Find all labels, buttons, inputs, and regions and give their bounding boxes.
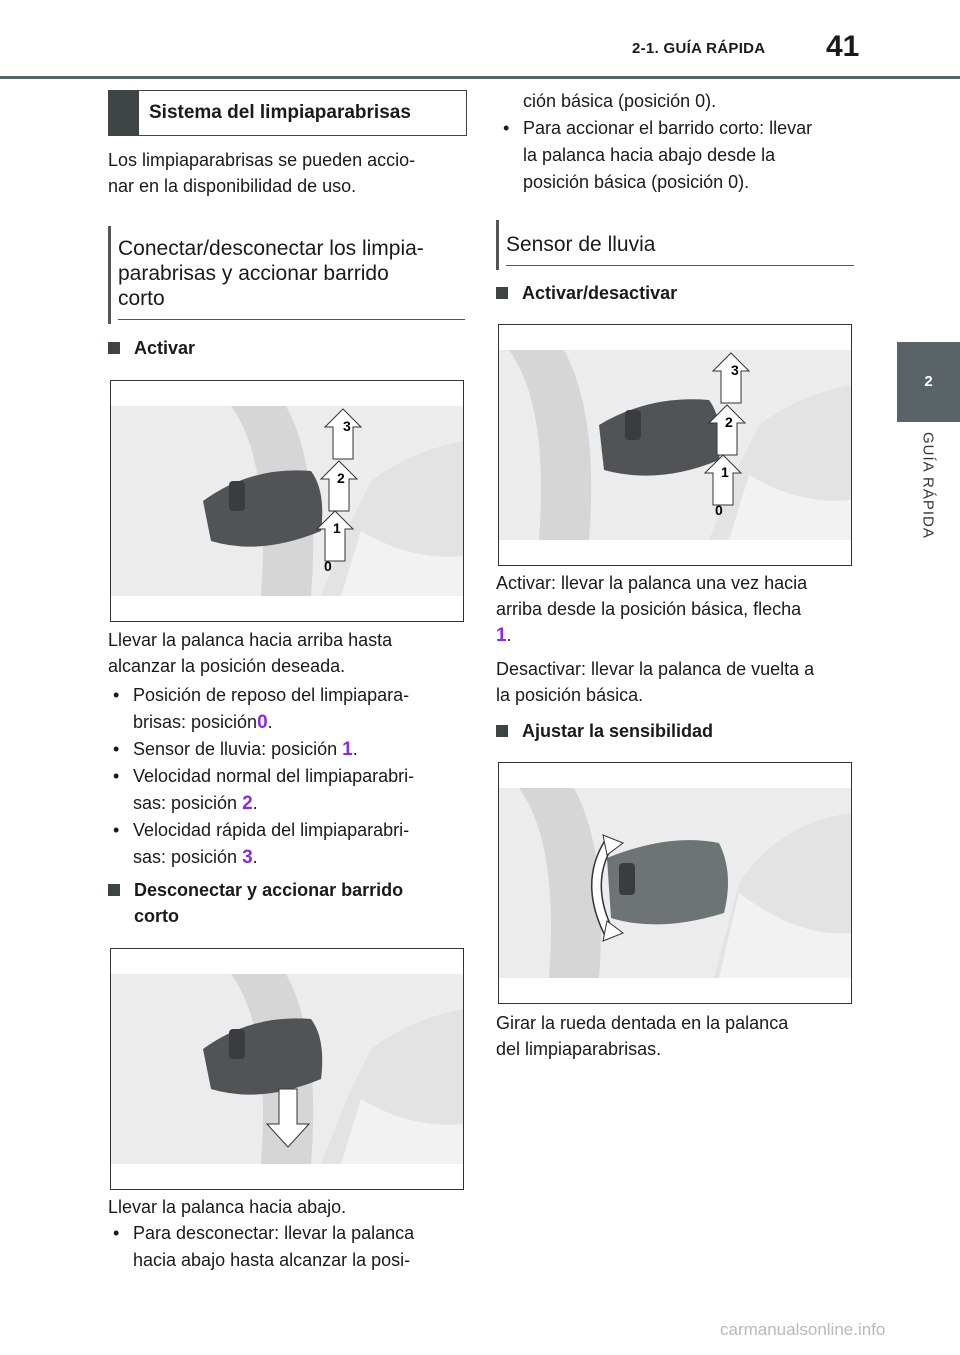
- act-line: Activar: llevar la palanca una vez hacia: [496, 573, 808, 593]
- bullet-line: Velocidad rápida del limpiaparabri-: [133, 820, 410, 840]
- act-heading: [522, 280, 677, 306]
- chapter-tab-label: GUÍA RÁPIDA: [919, 432, 937, 539]
- punctuation: .: [267, 712, 273, 732]
- act-line: arriba desde la posición básica, flecha: [496, 599, 802, 619]
- figure-desconectar: [110, 948, 464, 1190]
- activar-line: Llevar la palanca hacia arriba hasta: [108, 630, 393, 650]
- intro-line: Los limpiaparabrisas se pueden accio-: [108, 150, 416, 170]
- position-label-3: 3: [731, 362, 739, 378]
- intro-paragraph: [108, 147, 468, 199]
- rain-sensor-lever-illustration: [499, 325, 851, 565]
- bullet-item: [503, 115, 858, 196]
- bullet-item: [113, 817, 468, 871]
- bullet-dot: •: [503, 118, 510, 138]
- subsection-heading-right: Sensor de lluvia: [506, 232, 854, 266]
- sens-heading-text: Ajustar la sensibilidad: [522, 721, 714, 741]
- act-paragraph: [496, 570, 856, 649]
- position-label-1: 1: [721, 464, 729, 480]
- punctuation: .: [252, 847, 258, 867]
- wiper-lever-down-illustration: [111, 949, 463, 1189]
- deact-line: la posición básica.: [496, 685, 644, 705]
- bullet-item: [113, 736, 468, 763]
- section-title-bar: [109, 91, 139, 135]
- subsection-line: parabrisas y accionar barrido: [118, 262, 389, 285]
- bullet-line: posición básica (posición 0).: [523, 172, 750, 192]
- bullet-item: [113, 763, 468, 817]
- wiper-lever-up-illustration: [111, 381, 463, 621]
- bullet-line: sas: posición: [133, 847, 243, 867]
- chapter-tab[interactable]: 2: [897, 342, 960, 422]
- position-number: 0: [257, 712, 268, 733]
- figure-sensitivity: [498, 762, 852, 1004]
- figure-sensor-activar: [498, 324, 852, 566]
- desconectar-paragraph: Llevar la palanca hacia abajo.: [108, 1197, 347, 1217]
- activar-heading: [134, 335, 195, 361]
- position-number: 2: [242, 793, 253, 814]
- position-label-0: 0: [715, 502, 723, 518]
- bullet-line: hacia abajo hasta alcanzar la posi-: [133, 1250, 411, 1270]
- bullet-line: Posición de reposo del limpiapara-: [133, 685, 410, 705]
- bullet-dot: •: [113, 766, 120, 786]
- activar-paragraph: [108, 627, 468, 679]
- page-number: 41: [826, 30, 860, 63]
- position-number: 3: [242, 847, 253, 868]
- activar-line: alcanzar la posición deseada.: [108, 656, 346, 676]
- bullet-line: sas: posición: [133, 793, 243, 813]
- bullet-item: [113, 1220, 468, 1274]
- punctuation: .: [252, 793, 258, 813]
- deact-line: Desactivar: llevar la palanca de vuelta a: [496, 659, 815, 679]
- subsection-bar: [496, 220, 499, 270]
- section-title-box: [108, 90, 467, 136]
- bullet-line: Para accionar el barrido corto: llevar: [523, 118, 813, 138]
- bullet-line: la palanca hacia abajo desde la: [523, 145, 776, 165]
- subsection-bar: [108, 226, 111, 324]
- header-divider: [0, 76, 960, 79]
- bullet-dot: •: [113, 685, 120, 705]
- section-title: Sistema del limpiaparabrisas: [149, 102, 411, 123]
- position-label-2: 2: [337, 470, 345, 486]
- position-label-3: 3: [343, 418, 351, 434]
- bullet-line: Velocidad normal del limpiaparabri-: [133, 766, 415, 786]
- continued-text: ción básica (posición 0).: [523, 91, 717, 111]
- bullet-line: brisas: posición: [133, 712, 258, 732]
- square-bullet-icon: [496, 287, 508, 299]
- bullet-item: [113, 682, 468, 736]
- position-label-2: 2: [725, 414, 733, 430]
- sens-line: del limpiaparabrisas.: [496, 1039, 662, 1059]
- bullet-line: Sensor de lluvia: posición: [133, 739, 343, 759]
- bullet-dot: •: [113, 1223, 120, 1243]
- subsection-line: corto: [118, 287, 165, 310]
- sens-paragraph: [496, 1010, 856, 1062]
- subsection-line: Conectar/desconectar los limpia-: [118, 237, 424, 260]
- desconectar-heading-line: corto: [134, 906, 179, 926]
- punctuation: .: [352, 739, 358, 759]
- position-number: 1: [496, 625, 507, 646]
- position-label-0: 0: [324, 558, 332, 574]
- subsection-heading-left: [118, 236, 465, 320]
- sens-line: Girar la rueda dentada en la palanca: [496, 1013, 789, 1033]
- running-header-section: 2-1. GUÍA RÁPIDA: [632, 40, 766, 57]
- square-bullet-icon: [108, 342, 120, 354]
- desconectar-heading: [134, 877, 464, 929]
- bullet-line: Para desconectar: llevar la palanca: [133, 1223, 415, 1243]
- chapter-tab-label-wrap: [906, 432, 950, 562]
- sensitivity-wheel-illustration: [499, 763, 851, 1003]
- watermark: carmanualsonline.info: [720, 1320, 886, 1339]
- position-number: 1: [342, 739, 353, 760]
- bullet-dot: •: [113, 739, 120, 759]
- act-heading-text: Activar/desactivar: [522, 283, 678, 303]
- bullet-dot: •: [113, 820, 120, 840]
- square-bullet-icon: [108, 884, 120, 896]
- position-label-1: 1: [333, 520, 341, 536]
- punctuation: .: [506, 625, 512, 645]
- activar-heading-text: Activar: [134, 338, 196, 358]
- desconectar-heading-line: Desconectar y accionar barrido: [134, 880, 404, 900]
- deact-paragraph: [496, 656, 856, 708]
- square-bullet-icon: [496, 725, 508, 737]
- figure-activar: [110, 380, 464, 622]
- intro-line: nar en la disponibilidad de uso.: [108, 176, 357, 196]
- sens-heading: [522, 718, 713, 744]
